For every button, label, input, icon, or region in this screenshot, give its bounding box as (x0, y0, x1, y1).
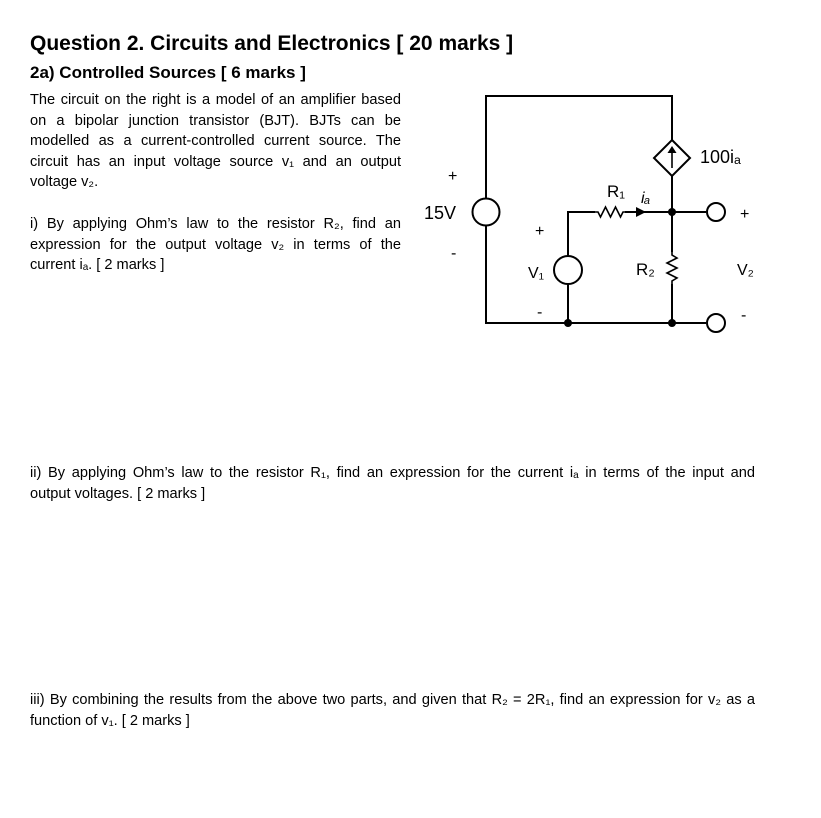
part-i-line: i) By applying Ohm’s law to the resistor R₂, find an (30, 216, 401, 232)
resistor-r1 (595, 207, 625, 217)
current-label: iₐ (641, 190, 651, 207)
junction-node (564, 319, 572, 327)
wire-v1-to-r1 (568, 212, 595, 256)
section-title: 2a) Controlled Sources [ 6 marks ] (30, 63, 306, 82)
junction-node (668, 208, 676, 216)
part-ii-line: ii) By applying Ohm’s law to the resistor R₁, find an expression for the current iₐ in terms of the input and (30, 465, 755, 481)
dependent-source-label: 100iₐ (700, 147, 741, 167)
supply-plus-label: + (448, 168, 458, 185)
input-plus-label: + (535, 223, 545, 240)
intro-line: circuit has an input voltage source v₁ and an output (30, 153, 401, 170)
output-voltage-label: V₂ (737, 262, 754, 279)
question-title: Question 2. Circuits and Electronics [ 20 marks ] (30, 32, 514, 55)
output-terminal-plus (707, 203, 725, 221)
part-i-line: expression for the output voltage v₂ in terms of the (30, 236, 401, 253)
input-voltage-source (554, 256, 582, 284)
resistor-r2 (667, 252, 677, 284)
input-source-label: V₁ (528, 265, 545, 282)
output-terminal-minus (707, 314, 725, 332)
output-plus-label: + (740, 206, 750, 223)
part-iii-line: function of v₁. [ 2 marks ] (30, 712, 190, 729)
input-minus-label: - (537, 304, 543, 321)
part-iii-line: iii) By combining the results from the above two parts, and given that R₂ = 2R₁, find an expression for v₂ as a (30, 692, 755, 708)
intro-line: on a bipolar junction transistor (BJT). BJTs can be (30, 112, 401, 129)
supply-voltage-label: 15V (424, 203, 457, 223)
wire-top (486, 96, 672, 199)
intro-line: modelled as a current-controlled current source. The (30, 133, 401, 150)
output-minus-label: - (741, 307, 747, 324)
resistor-r2-label: R₂ (636, 260, 655, 279)
intro-line: The circuit on the right is a model of an amplifier based (30, 92, 401, 108)
part-ii-line: output voltages. [ 2 marks ] (30, 485, 206, 502)
junction-node (668, 319, 676, 327)
intro-line: voltage v₂. (30, 174, 99, 191)
part-i-line: current iₐ. [ 2 marks ] (30, 257, 165, 274)
current-arrow-icon (636, 207, 646, 217)
resistor-r1-label: R₁ (607, 182, 626, 201)
supply-minus-label: - (451, 245, 457, 262)
supply-voltage-source (473, 199, 500, 226)
